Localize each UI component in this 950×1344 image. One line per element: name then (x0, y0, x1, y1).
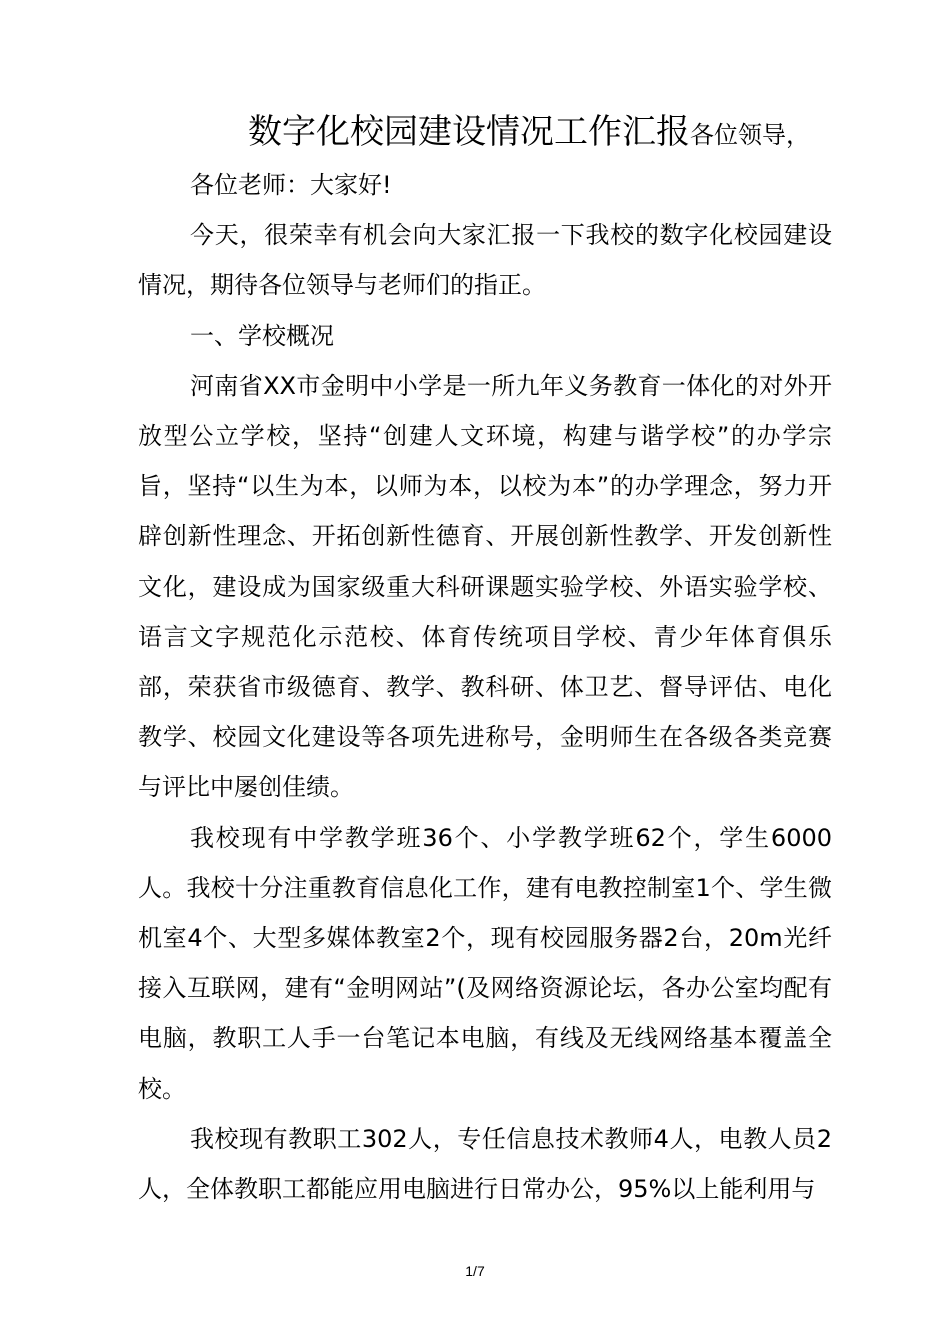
paragraph-greeting: 各位老师：大家好! (190, 171, 392, 199)
section-heading: 一、学校概况 (190, 321, 334, 350)
document-body (138, 160, 832, 1214)
title-tail: 各位领导， (690, 121, 810, 149)
page-number: 1/7 (465, 1263, 485, 1279)
document-title (248, 104, 868, 153)
title-main: 数字化校园建设情况工作汇报 (248, 112, 690, 152)
paragraph-facilities: 我校现有中学教学班36个、小学教学班62个，学生6000人。我校十分注重教育信息化工作，建有电教控制室1个、学生微机室4个、大型多媒体教室2个，现有校园服务器2台，20m光纤接入互联网，建有“金明网站”(及网络资源论坛，各办公室均配有电脑，教职工人手一台笔记本电脑，有线及无线网络基本覆盖全校。 (138, 823, 832, 1103)
paragraph-intro: 今天，很荣幸有机会向大家汇报一下我校的数字化校园建设情况，期待各位领导与老师们的指正。 (138, 221, 832, 300)
paragraph-school-overview: 河南省XX市金明中小学是一所九年义务教育一体化的对外开放型公立学校，坚持“创建人文环境，构建与谐学校”的办学宗旨，坚持“以生为本，以师为本，以校为本”的办学理念，努力开辟创新性理念、开拓创新性德育、开展创新性教学、开发创新性文化，建设成为国家级重大科研课题实验学校、外语实验学校、语言文字规范化示范校、体育传统项目学校、青少年体育俱乐部，荣获省市级德育、教学、教科研、体卫艺、督导评估、电化教学、校园文化建设等各项先进称号，金明师生在各级各类竞赛与评比中屡创佳绩。 (138, 371, 832, 802)
paragraph-staff: 我校现有教职工302人，专任信息技术教师4人，电教人员2人，全体教职工都能应用电脑进行日常办公，95%以上能利用与 (138, 1124, 832, 1204)
